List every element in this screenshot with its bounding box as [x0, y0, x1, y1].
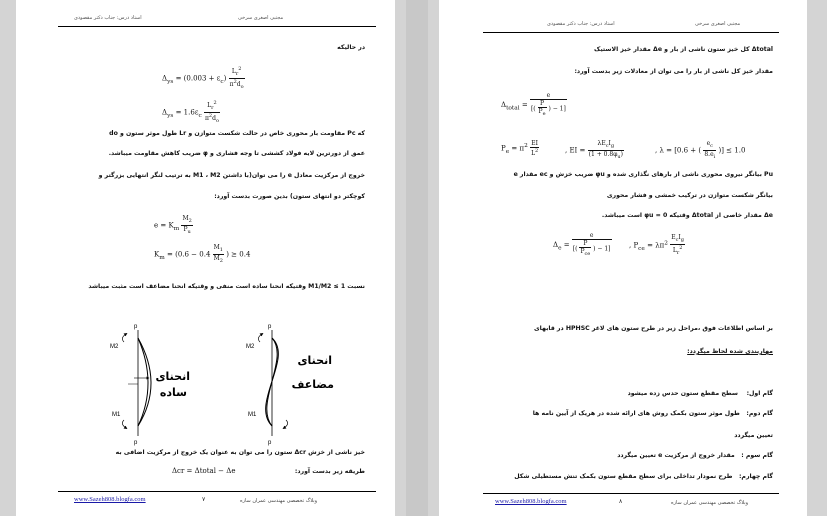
header-rule: [58, 26, 376, 27]
footer-text: وبلاگ تخصصی مهندسی عمران سازه: [240, 498, 317, 504]
moment-arrow-bottom: [122, 420, 126, 428]
footer-link[interactable]: www.Sazeh808.blogfa.com: [74, 496, 146, 503]
load-label-bottom: p: [134, 440, 138, 446]
paragraph-1: Δtotal کل خیز ستون ناشی از بار و Δe مقدار خیز الاستیک: [593, 46, 773, 53]
footer-rule: [483, 493, 779, 494]
page-7: [16, 0, 395, 516]
step-3: [617, 452, 773, 459]
equation-e: $e = K_m$ $\frac{M_2}{P_u}$: [154, 215, 192, 236]
page-number: ۷: [202, 496, 206, 503]
paragraph-2: عمق از دورترین لایه فولاد کششی تا وجه فشاری و φ ضریب کاهش مقاومت میباشد.: [108, 150, 365, 157]
caption-line-2: ساده: [159, 386, 187, 399]
paragraph-1: که Pc مقاومت بار محوری خاص در حالت شکست متوازن و Lr طول موثر ستون و do: [109, 130, 365, 137]
footer-link[interactable]: www.Sazeh808.blogfa.com: [495, 498, 567, 505]
equation-km: $K_m = (0.6 - 0.4$ $\frac{M_1}{M_2}$ ) ≥ 0.4: [154, 244, 251, 265]
moment-label-m2: M2: [110, 344, 119, 350]
caption-line-2: مضاعف: [291, 378, 334, 391]
paragraph-5: Δe مقدار خاصی از Δtotal وقتیکه φu = 0 است میباشد.: [601, 212, 773, 219]
caption-line-1: انحنای: [155, 370, 190, 383]
moment-arrow-top: [122, 334, 126, 342]
step-text: طرح نمودار تداخلی برای سطح مقطع ستون بکمک تنش مستطیلی شکل: [514, 473, 733, 480]
paragraph-6: طریقه زیر بدست آورد:: [294, 468, 365, 475]
header-rule: [483, 32, 779, 33]
footer-rule: [58, 491, 376, 492]
moment-label-m1: M1: [112, 412, 121, 418]
step-label: گام سوم :: [741, 452, 773, 459]
paragraph-2: مقدار خیز کل ناشی از بار را می توان از معادلات زیر بدست آورد:: [574, 68, 773, 75]
deflected-shape-inner: [138, 338, 148, 426]
load-label-top: p: [134, 324, 138, 330]
equation-delta-ys-1: $\Delta_{ys} = (0.003 + \varepsilon_c)$ $\frac{L_r^2}{\pi^2d_o}$: [162, 66, 244, 91]
moment-arrow-bottom: [284, 420, 288, 428]
step-text: سطح مقطع ستون حدس زده میشود: [627, 390, 738, 397]
ratio-paragraph: نسبت M1/M2 ≤ 1 وقتیکه انحنا ساده است منفی و وقتیکه انحنا مضاعف است مثبت میباشد: [88, 283, 365, 290]
equation-lambda: , λ = [0.6 + ( $\frac{e_c}{8.e_i}$ )] ≤ 1.0: [655, 140, 746, 161]
paragraph-4: کوچکتر دو انتهای ستون) بدین صورت بدست آورد:: [214, 193, 365, 200]
page-number: ۸: [619, 498, 623, 505]
step-4: [514, 473, 773, 480]
step-label: گام دوم:: [746, 410, 773, 417]
moment-label-m1: M1: [248, 412, 257, 418]
step-1: [628, 390, 773, 397]
page-gap: [406, 0, 428, 516]
intro-text: در حالیکه: [337, 44, 365, 51]
step-2-cont: [734, 432, 773, 439]
step-text: مقدار خروج از مرکزیت e تعیین میگردد: [617, 452, 735, 459]
load-label-top: p: [268, 324, 272, 330]
load-label-bottom: p: [268, 440, 272, 446]
equation-delta-cr: Δcr = Δtotal − Δe: [172, 467, 236, 475]
single-curvature-diagram: [110, 324, 190, 446]
moment-arrow-top: [258, 334, 262, 342]
paragraph-3: Pu بیانگر نیروی محوری ناشی از بارهای نگذاری شده و φu ضریب خزش و ec مقدار e: [513, 171, 773, 178]
paragraph-5: خیز ناشی از خزش Δcr ستون را می توان به عنوان یک خروج از مرکزیت اضافی به: [115, 449, 365, 456]
equation-delta-total: $\Delta_{total}$ = e [( $\frac{P}{P_e}$ ) − 1]: [501, 92, 566, 118]
header-author: مجتبی اصغری سرخی: [695, 21, 741, 27]
equation-pce: , $P_{ce} = \lambda\pi^2$ $\frac{E_cI_g}{L_r^2}$: [629, 234, 684, 257]
caption-line-1: انحنای: [297, 354, 332, 367]
paragraph-7: مهاربندی شده لحاظ میگردد:: [687, 348, 773, 355]
equation-pe: $P_e = \pi^2$ $\frac{EI}{L^2}$: [501, 140, 539, 157]
double-curvature-diagram: [246, 324, 334, 446]
equation-delta-ys-2: $\Delta_{ys} = 1.6\varepsilon_c$ $\frac{L_r^2}{\pi^2d_o}$: [162, 100, 219, 125]
curvature-diagrams: [94, 318, 344, 446]
page-8: [439, 0, 807, 516]
header-author: مجتبی اصغری سرخی: [238, 15, 284, 21]
deflected-shape: [138, 338, 151, 426]
step-text: طول موثر ستون بکمک روش های ارائه شده در هریک از آیین نامه ها: [532, 410, 740, 417]
step-label: گام چهارم:: [738, 473, 773, 480]
step-label: گام اول:: [746, 390, 773, 397]
header-instructor: استاد درس: جناب دکتر مقصودی: [74, 15, 142, 21]
paragraph-3: خروج از مرکزیت معادل e را می توان(با داشتن M1 ، M2 به ترتیب لنگر انتهایی بزرگتر و: [98, 172, 365, 179]
equation-delta-e: $\Delta_e$ = e [( $\frac{P}{P_{ce}}$ ) − 1]: [553, 232, 611, 258]
step-2: [533, 410, 773, 417]
paragraph-4: بیانگر شکست متوازن در ترکیب خمشی و فشار محوری: [606, 192, 773, 199]
step-text: تعیین میگردد: [734, 432, 773, 439]
moment-label-m2: M2: [246, 344, 255, 350]
footer-text: وبلاگ تخصصی مهندسی عمران سازه: [671, 500, 748, 506]
header-instructor: استاد درس: جناب دکتر مقصودی: [547, 21, 615, 27]
equation-ei: , EI = $\frac{\lambda E_cI_g}{(1 + 0.8\varphi_u)}$: [565, 140, 623, 161]
paragraph-6: بر اساس اطلاعات فوق ،مراحل زیر در طرح ستون های لاغر HPHSC در قابهای: [533, 325, 773, 332]
